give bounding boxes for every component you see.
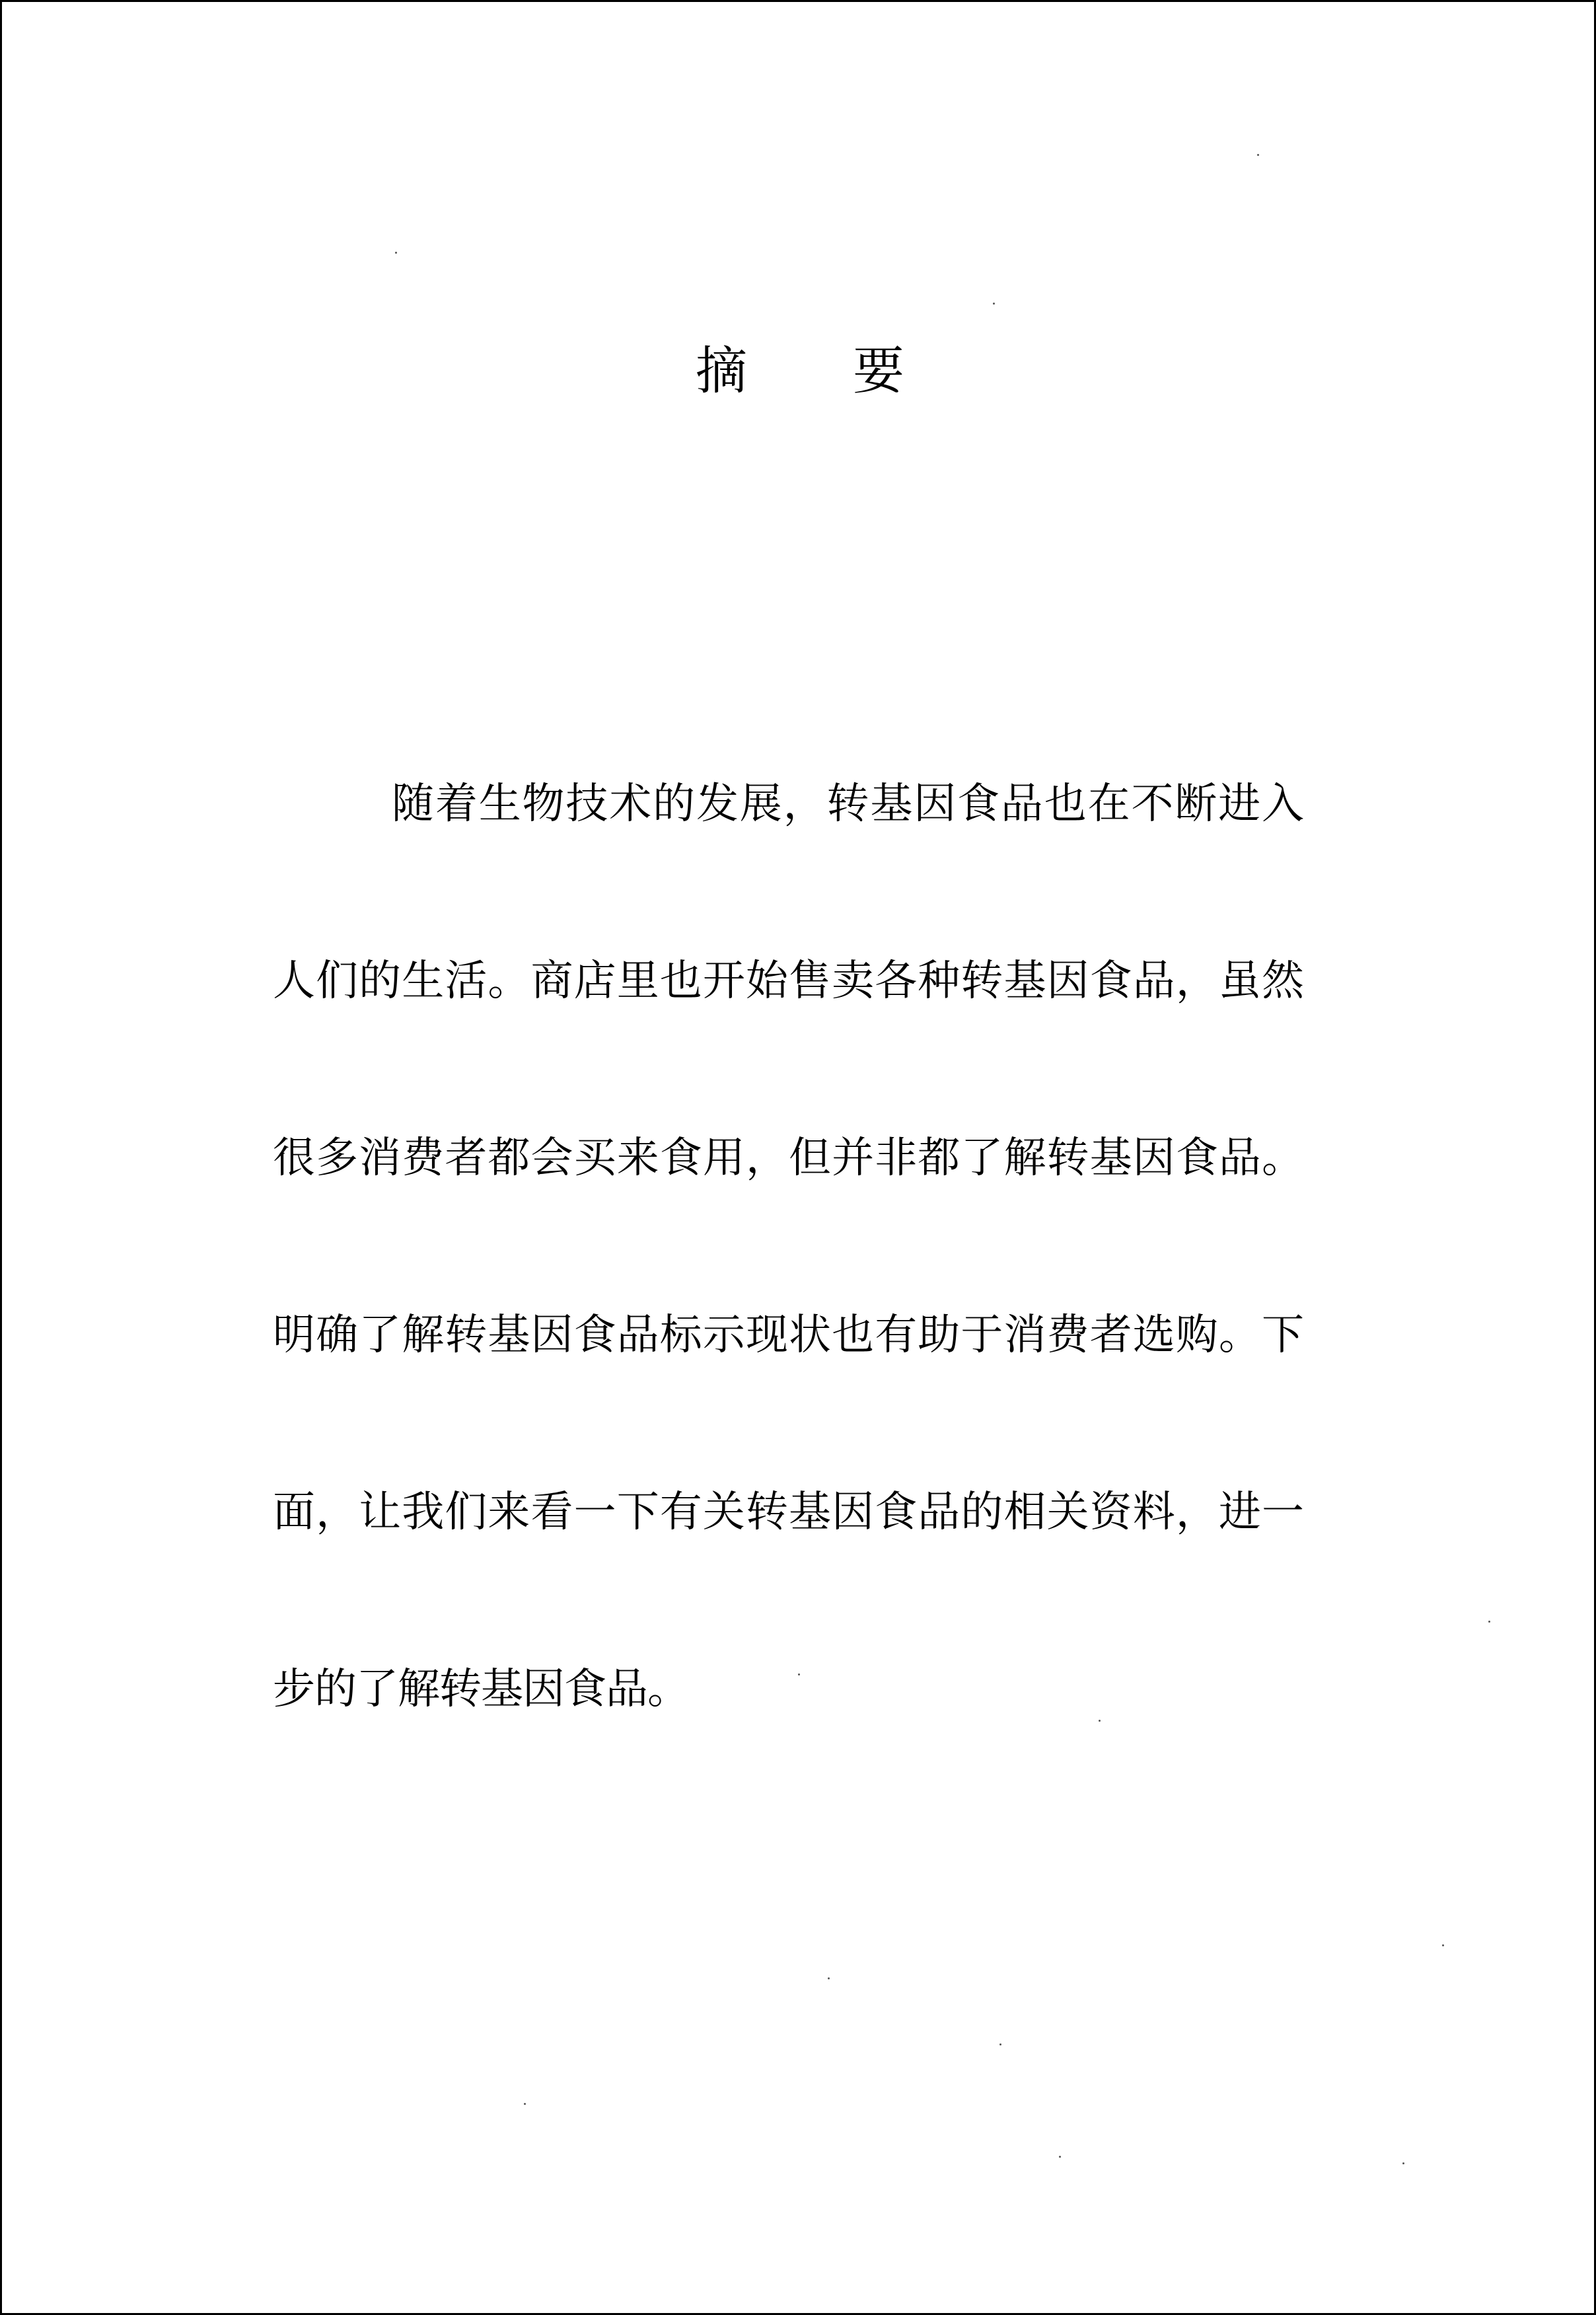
scan-speck	[1257, 154, 1259, 156]
scan-speck	[1442, 1944, 1444, 1946]
scan-speck	[1402, 2162, 1404, 2164]
title-char-2: 要	[853, 342, 905, 401]
scan-speck	[1488, 1621, 1490, 1623]
scan-speck	[993, 303, 995, 305]
scan-speck	[828, 1977, 830, 1979]
title-char-1: 摘	[695, 342, 747, 401]
abstract-paragraph: 随着生物技术的发展，转基因食品也在不断进入人们的生活。商店里也开始售卖各种转基因食品，虽然很多消费者都会买来食用，但并非都了解转基因食品。明确了解转基因食品标示现状也有助于消费者选购。下面，让我们来看一下有关转基因食品的相关资料，进一步的了解转基因食品。	[273, 780, 1303, 1714]
scan-speck	[1059, 2156, 1061, 2158]
scan-speck	[524, 2103, 526, 2105]
scan-speck	[999, 2043, 1001, 2045]
abstract-title	[2, 342, 1596, 401]
scan-speck	[395, 252, 397, 254]
scan-speck	[1099, 1720, 1101, 1722]
scan-speck	[798, 1673, 800, 1675]
